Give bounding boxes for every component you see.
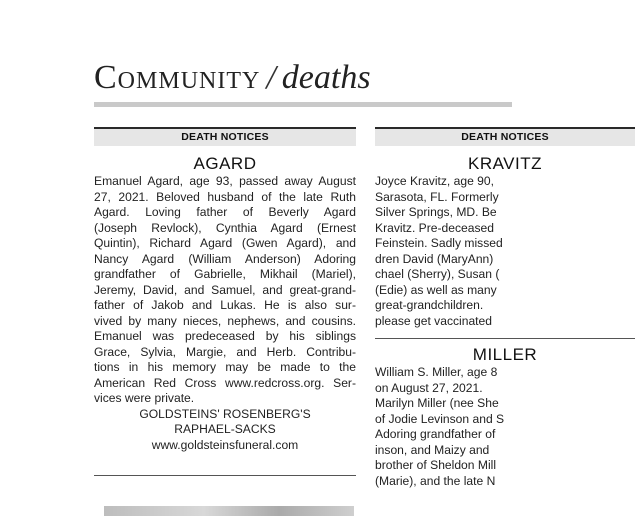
title-rule (94, 102, 512, 107)
body-line: Grace, Sylvia, Margie, and Herb. Contribu- (94, 344, 356, 359)
funeral-home-website[interactable]: www.goldsteinsfuneral.com (151, 437, 299, 452)
body-line: 27, 2021. Beloved husband of the late Ruth (94, 189, 356, 204)
body-line: Quintin), Richard Agard (Gwen Agard), and (94, 236, 356, 250)
body-line: Emanuel was predeceased by his siblings (94, 329, 356, 343)
subsection-name: deaths (281, 59, 371, 96)
body-line: grandfather of Gabrielle, Mikhail (Mariel), (94, 267, 356, 281)
death-notices-header: DEATH NOTICES (94, 127, 356, 146)
body-line: great-grandchildren. (375, 298, 484, 312)
obituary-name: MILLER (472, 345, 538, 364)
body-line: tions in his memory may be made to the (94, 360, 356, 374)
body-line: Sarasota, FL. Formerly (375, 189, 499, 204)
body-line: Agard. Loving father of Beverly Agard (94, 205, 356, 219)
obituary-name: KRAVITZ (467, 154, 543, 173)
body-line: Adoring grandfather of (375, 427, 496, 441)
body-line: please get vaccinated (375, 313, 492, 328)
body-line: William S. Miller, age 8 (375, 365, 498, 379)
body-line: Silver Springs, MD. Be (375, 205, 497, 219)
right-column-clip (375, 120, 549, 512)
body-line: American Red Cross www.redcross.org. Ser- (94, 375, 356, 390)
body-line: (Joseph Revlock), Cynthia Agard (Ernest (94, 220, 356, 235)
column-divider (94, 475, 356, 476)
obituary-name: AGARD (193, 154, 257, 173)
body-line: chael (Sherry), Susan ( (375, 267, 500, 281)
body-line: inson, and Maizy and (375, 442, 490, 457)
left-column (94, 127, 356, 476)
body-line: dren David (MaryAnn) (375, 251, 494, 266)
body-line: brother of Sheldon Mill (375, 458, 497, 472)
section-title (94, 58, 371, 98)
body-line: Emanuel Agard, age 93, passed away August (94, 174, 356, 188)
column-divider (375, 338, 635, 339)
body-line: of Jodie Levinson and S (375, 411, 505, 426)
title-separator: / (266, 59, 276, 96)
body-line: Feinstein. Sadly missed (375, 236, 503, 250)
death-notices-header: DEATH NOTICES (375, 127, 635, 146)
obituary-body (94, 174, 356, 407)
photo-edge (104, 506, 354, 516)
section-name: Community (94, 59, 261, 96)
right-column (375, 127, 635, 489)
body-line: vived by many nieces, nephews, and cousins. (94, 313, 356, 328)
obituary-body (375, 365, 635, 489)
body-line: (Marie), and the late N (375, 473, 496, 488)
body-line: Kravitz. Pre-deceased (375, 220, 494, 235)
body-line: (Edie) as well as many (375, 282, 497, 297)
funeral-home (94, 407, 356, 454)
body-line: Marilyn Miller (nee She (375, 396, 499, 410)
funeral-home-name: RAPHAEL-SACKS (174, 422, 276, 436)
body-line: Nancy Agard (William Anderson) Adoring (94, 251, 356, 266)
body-line: on August 27, 2021. (375, 380, 483, 395)
body-line: vices were private. (94, 391, 195, 405)
body-line: father of Jakob and Lukas. He is also sur- (94, 298, 356, 312)
body-line: Jeremy, David, and Samuel, and great-grand- (94, 282, 356, 297)
obituary-body (375, 174, 635, 329)
body-line: Joyce Kravitz, age 90, (375, 174, 494, 188)
funeral-home-name: GOLDSTEINS' ROSENBERG'S (139, 406, 311, 421)
